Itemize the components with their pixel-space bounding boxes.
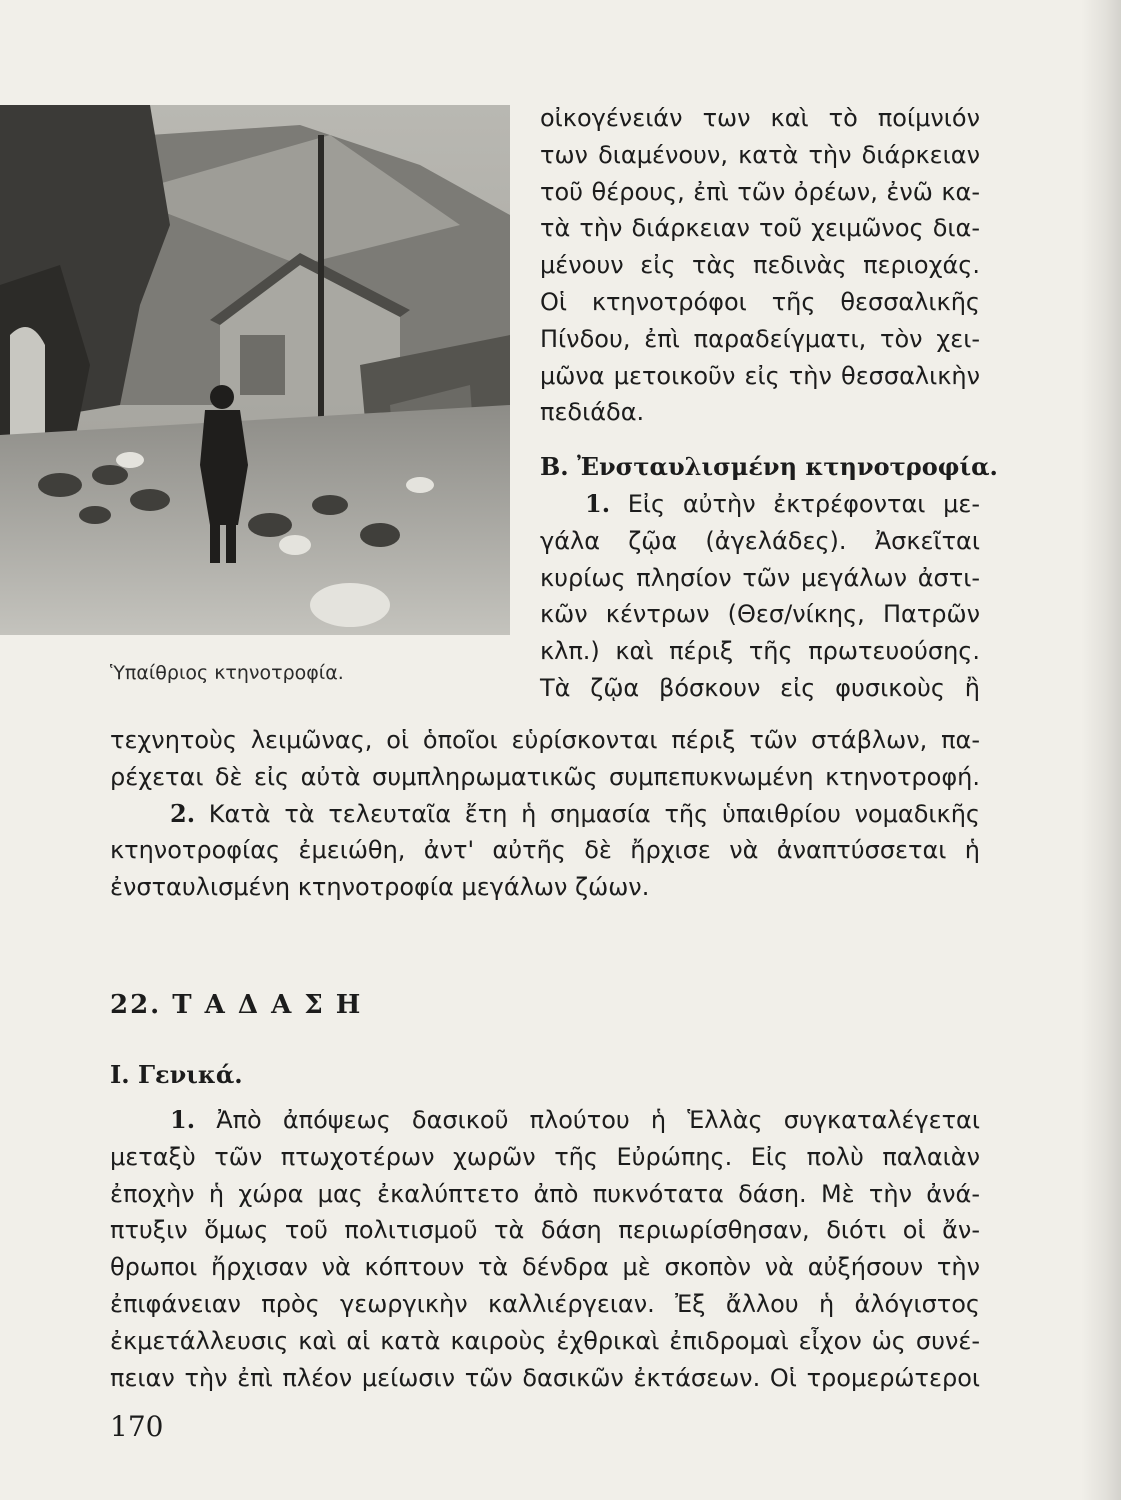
text-fragment: Εἰς αὐτὴν ἐκτρέφονται με- — [627, 489, 980, 518]
text-line: θρωποι ἤρχισαν νὰ κόπτουν τὰ δένδρα μὲ σκοπὸν νὰ αὐξήσουν τὴν — [110, 1253, 980, 1282]
text-line: πειαν τὴν ἐπὶ πλέον μείωσιν τῶν δασικῶν ἐκτάσεων. Οἱ τρομερώτεροι — [110, 1363, 980, 1392]
text-line: μῶνα μετοικοῦν εἰς τὴν θεσσαλικὴν — [540, 361, 980, 390]
heading-b: Β. Ἐνσταυλισμένη κτηνοτροφία. — [540, 452, 998, 482]
text-line: ἐποχὴν ἡ χώρα μας ἐκαλύπτετο ἀπὸ πυκνότατα δάση. Μὲ τὴν ἀνά- — [110, 1179, 980, 1208]
paragraph-number: 2. — [170, 798, 196, 828]
text-line: τὰ τὴν διάρκειαν τοῦ χειμῶνος δια- — [540, 214, 980, 243]
text-line: πτυξιν ὅμως τοῦ πολιτισμοῦ τὰ δάση περιωρίσθησαν, διότι οἱ ἄν- — [110, 1216, 980, 1245]
text-line: τεχνητοὺς λειμῶνας, οἱ ὁποῖοι εὑρίσκονται πέριξ τῶν στάβλων, πα- — [110, 726, 980, 754]
text-line: των διαμένουν, κατὰ τὴν διάρκειαν — [540, 140, 980, 169]
text-line: μεταξὺ τῶν πτωχοτέρων χωρῶν τῆς Εὐρώπης. Εἰς πολὺ παλαιὰν — [110, 1142, 980, 1171]
text-line: Πίνδου, ἐπὶ παραδείγματι, τὸν χει- — [540, 324, 980, 353]
photo-caption: Ὑπαίθριος κτηνοτροφία. — [110, 662, 344, 684]
text-line: κτηνοτροφίας ἐμειώθη, ἀντ' αὐτῆς δὲ ἤρχισε νὰ ἀναπτύσσεται ἡ — [110, 836, 980, 865]
page-number: 170 — [110, 1410, 164, 1443]
text-line: πεδιάδα. — [540, 398, 645, 427]
text-line: μένουν εἰς τὰς πεδινὰς περιοχάς. — [540, 251, 980, 280]
text-line: ἐκμετάλλευσις καὶ αἱ κατὰ καιροὺς ἐχθρικαὶ ἐπιδρομαὶ εἶχον ὡς συνέ- — [110, 1326, 980, 1355]
text-line: Οἱ κτηνοτρόφοι τῆς θεσσαλικῆς — [540, 287, 980, 316]
text-line — [110, 796, 980, 833]
text-line: ἐπιφάνειαν πρὸς γεωργικὴν καλλιέργειαν. Ἐξ ἄλλου ἡ ἀλόγιστος — [110, 1289, 980, 1318]
text-line — [110, 1102, 980, 1139]
text-line: κῶν κέντρων (Θεσ/νίκης, Πατρῶν — [540, 600, 980, 629]
text-line: γάλα ζῷα (ἀγελάδες). Ἀσκεῖται — [540, 526, 980, 555]
section-title: 22. Τ Α Δ Α Σ Η — [110, 990, 363, 1020]
text-line — [540, 486, 980, 523]
text-line: τοῦ θέρους, ἐπὶ τῶν ὀρέων, ἐνῶ κα- — [540, 177, 980, 206]
photo-pastoral-scene — [0, 105, 510, 635]
text-line: οἰκογένειάν των καὶ τὸ ποίμνιόν — [540, 104, 980, 132]
text-line: Τὰ ζῷα βόσκουν εἰς φυσικοὺς ἢ — [540, 673, 980, 702]
full-width-block — [110, 722, 980, 906]
text-fragment: Κατὰ τὰ τελευταῖα ἔτη ἡ σημασία τῆς ὑπαιθρίου νομαδικῆς — [208, 799, 980, 828]
text-line: ἐνσταυλισμένη κτηνοτροφία μεγάλων ζώων. — [110, 873, 650, 902]
page-edge-shadow — [1081, 0, 1121, 1500]
text-line: κυρίως πλησίον τῶν μεγάλων ἀστι- — [540, 563, 980, 592]
subsection-title: Ι. Γενικά. — [110, 1060, 243, 1089]
text-line: κλπ.) καὶ πέριξ τῆς πρωτευούσης. — [540, 637, 980, 666]
forests-paragraph — [110, 1102, 980, 1396]
spacer — [540, 431, 980, 449]
paragraph-number: 1. — [170, 1105, 196, 1134]
right-column — [540, 100, 998, 707]
photo-illustration — [0, 105, 510, 635]
text-fragment: Ἀπὸ ἀπόψεως δασικοῦ πλούτου ἡ Ἑλλὰς συγκαταλέγεται — [216, 1106, 981, 1134]
text-line: ρέχεται δὲ εἰς αὐτὰ συμπληρωματικῶς συμπεπυκνωμένη κτηνοτροφή. — [110, 762, 980, 791]
paragraph-number: 1. — [585, 488, 611, 518]
